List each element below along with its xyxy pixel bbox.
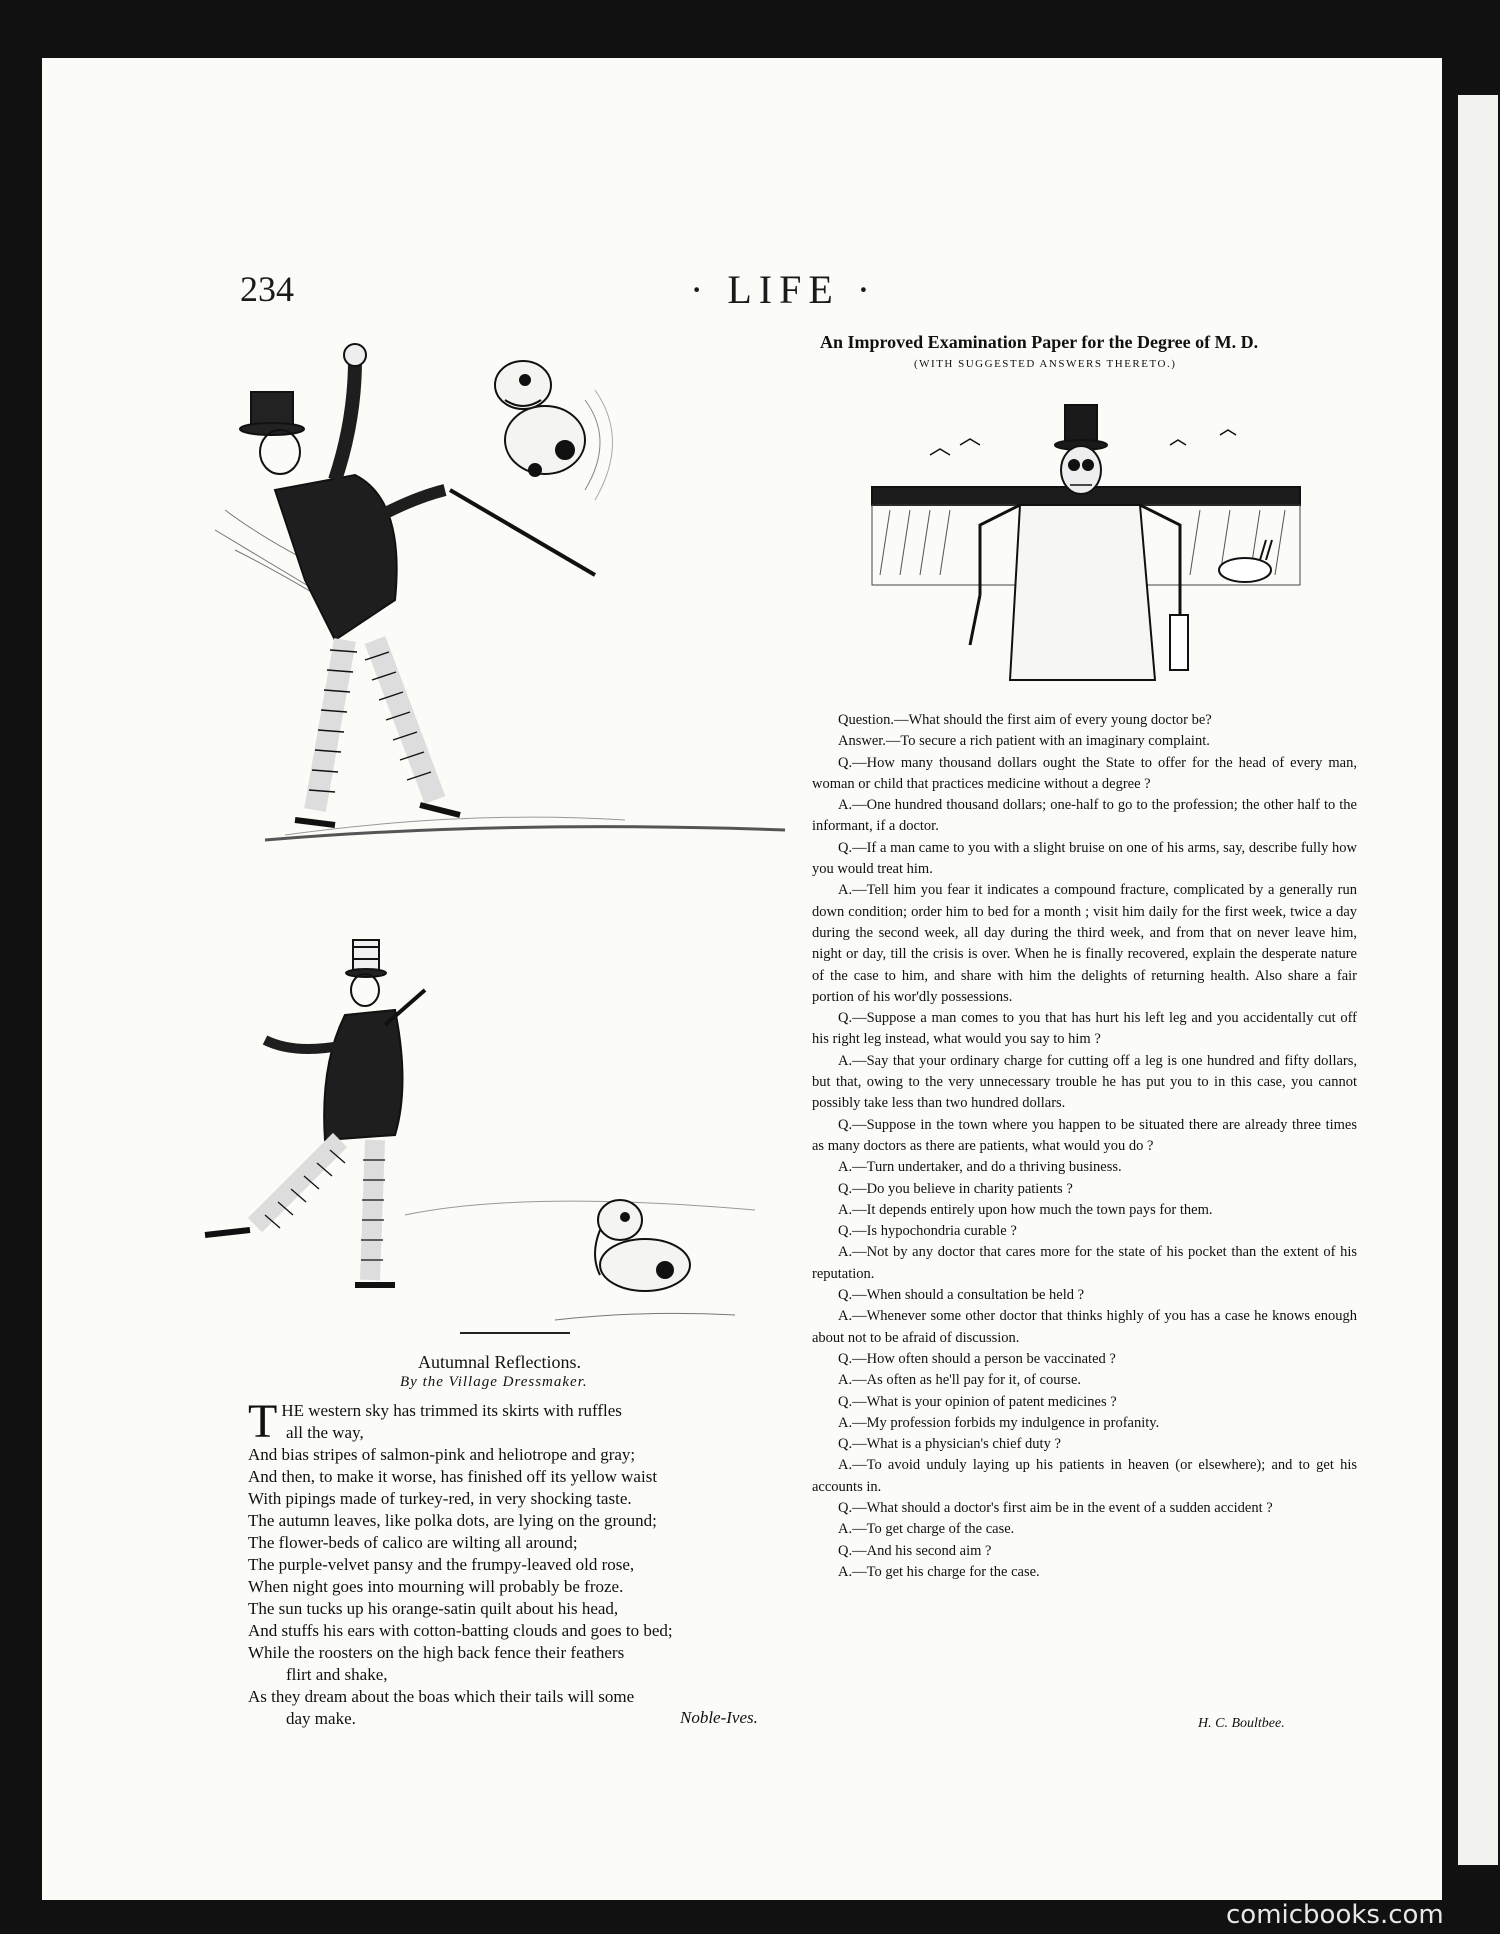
poem-body <box>248 1395 791 1730</box>
poem-line: And bias stripes of salmon-pink and heliotrope and gray; <box>248 1445 636 1464</box>
illustration-skeleton-doctor <box>870 395 1302 685</box>
exam-paragraph: A.—Tell him you fear it indicates a compound fracture, complicated by a generally run down condition; order him to bed for a month ; visit him daily for the first week, twice a day during the second week, all day during the third week, and from that on never leave him, night or day, till the crisis is over. When he is finally recovered, explain the desperate nature of the case to him, and share with him the delights of returning health. Also share a fair portion of his wor'dly possessions. <box>812 882 1357 1005</box>
exam-paragraph: Q.—What is your opinion of patent medicines ? <box>838 1393 1117 1410</box>
poem-line: all the way, <box>286 1423 364 1442</box>
exam-paragraph: A.—My profession forbids my indulgence in profanity. <box>838 1414 1160 1431</box>
poem-line: As they dream about the boas which their tails will some <box>248 1687 635 1706</box>
exam-paragraph: Q.—Is hypochondria curable ? <box>838 1223 1017 1240</box>
poem-title: Autumnal Reflections. <box>418 1352 581 1372</box>
poem-byline: By the Village Dressmaker. <box>400 1374 588 1390</box>
exam-paragraph: Q.—How often should a person be vaccinated ? <box>838 1350 1116 1367</box>
poem-line: And stuffs his ears with cotton-batting clouds and goes to bed; <box>248 1621 673 1640</box>
poem-line: flirt and shake, <box>286 1665 388 1684</box>
exam-paragraph: Answer.—To secure a rich patient with an imaginary complaint. <box>838 733 1210 750</box>
poem-line: The purple-velvet pansy and the frumpy-leaved old rose, <box>248 1555 635 1574</box>
site-watermark: comicbooks.com <box>1226 1900 1444 1930</box>
exam-paragraph: Q.—What should a doctor's first aim be in the event of a sudden accident ? <box>838 1499 1273 1516</box>
page-number: 234 <box>240 269 294 309</box>
exam-paragraph: Question.—What should the first aim of every young doctor be? <box>838 712 1212 728</box>
poem-first-line: HE western sky has trimmed its skirts with ruffles <box>281 1401 622 1420</box>
exam-paragraph: Q.—What is a physician's chief duty ? <box>838 1436 1061 1453</box>
exam-paragraph: A.—Not by any doctor that cares more for the state of his pocket than the extent of his reputation. <box>812 1244 1357 1282</box>
poem-author: Noble-Ives. <box>680 1708 758 1727</box>
poem-line: The autumn leaves, like polka dots, are lying on the ground; <box>248 1511 657 1530</box>
exam-paragraph: Q.—When should a consultation be held ? <box>838 1287 1085 1304</box>
poem-line: When night goes into mourning will probably be froze. <box>248 1577 624 1596</box>
poem-line: day make. <box>286 1709 356 1728</box>
exam-subtitle: (WITH SUGGESTED ANSWERS THERETO.) <box>914 358 1177 370</box>
poem-divider <box>460 1332 570 1334</box>
poem-line: And then, to make it worse, has finished off its yellow waist <box>248 1467 658 1486</box>
illustration-dandy-and-dog-1 <box>205 340 795 860</box>
exam-paragraph: A.—It depends entirely upon how much the town pays for them. <box>838 1201 1213 1218</box>
exam-title: An Improved Examination Paper for the Degree of M. D. <box>820 332 1259 352</box>
exam-paragraph: A.—To get his charge for the case. <box>838 1563 1040 1580</box>
exam-paragraph: Q.—And his second aim ? <box>838 1542 992 1559</box>
exam-paragraph: A.—To get charge of the case. <box>838 1521 1015 1538</box>
poem-line: With pipings made of turkey-red, in very shocking taste. <box>248 1489 632 1508</box>
exam-body <box>812 710 1357 1583</box>
exam-paragraph: A.—Whenever some other doctor that thinks highly of you has a case he knows enough about not to be afraid of discussion. <box>812 1308 1357 1346</box>
exam-author: H. C. Boultbee. <box>1198 1716 1285 1731</box>
exam-paragraph: Q.—Suppose a man comes to you that has hurt his left leg and you accidentally cut off his right leg instead, what would you say to him ? <box>812 1010 1357 1048</box>
exam-paragraph: A.—Turn undertaker, and do a thriving business. <box>838 1159 1122 1176</box>
exam-paragraph: A.—One hundred thousand dollars; one-half to go to the profession; the other half to the informant, if a doctor. <box>812 797 1357 835</box>
poem-line: While the roosters on the high back fence their feathers <box>248 1643 625 1662</box>
exam-paragraph: Q.—Do you believe in charity patients ? <box>838 1180 1073 1197</box>
exam-paragraph: A.—To avoid unduly laying up his patients in heaven (or elsewhere); and to get his accounts in. <box>812 1457 1357 1495</box>
exam-paragraph: A.—Say that your ordinary charge for cutting off a leg is one hundred and fifty dollars, but that, owing to the very unnecessary trouble he has put you to in this case, you cannot possibly take less than two hundred dollars. <box>812 1052 1357 1112</box>
adjacent-page-edge <box>1458 95 1498 1865</box>
exam-paragraph: Q.—How many thousand dollars ought the State to offer for the head of every man, woman or child that practices medicine without a degree ? <box>812 754 1357 792</box>
magazine-title: · LIFE · <box>690 267 878 312</box>
exam-paragraph: Q.—If a man came to you with a slight bruise on one of his arms, say, describe fully how you would treat him. <box>812 839 1357 878</box>
exam-paragraph: A.—As often as he'll pay for it, of course. <box>838 1372 1082 1389</box>
exam-paragraph: Q.—Suppose in the town where you happen to be situated there are already three times as many doctors as there are patients, what would you do ? <box>812 1116 1357 1154</box>
poem-line: The flower-beds of calico are wilting all around; <box>248 1533 578 1552</box>
poem-line: The sun tucks up his orange-satin quilt about his head, <box>248 1599 619 1618</box>
illustration-dandy-and-dog-2 <box>195 935 755 1325</box>
poem-dropcap: T <box>248 1395 278 1448</box>
